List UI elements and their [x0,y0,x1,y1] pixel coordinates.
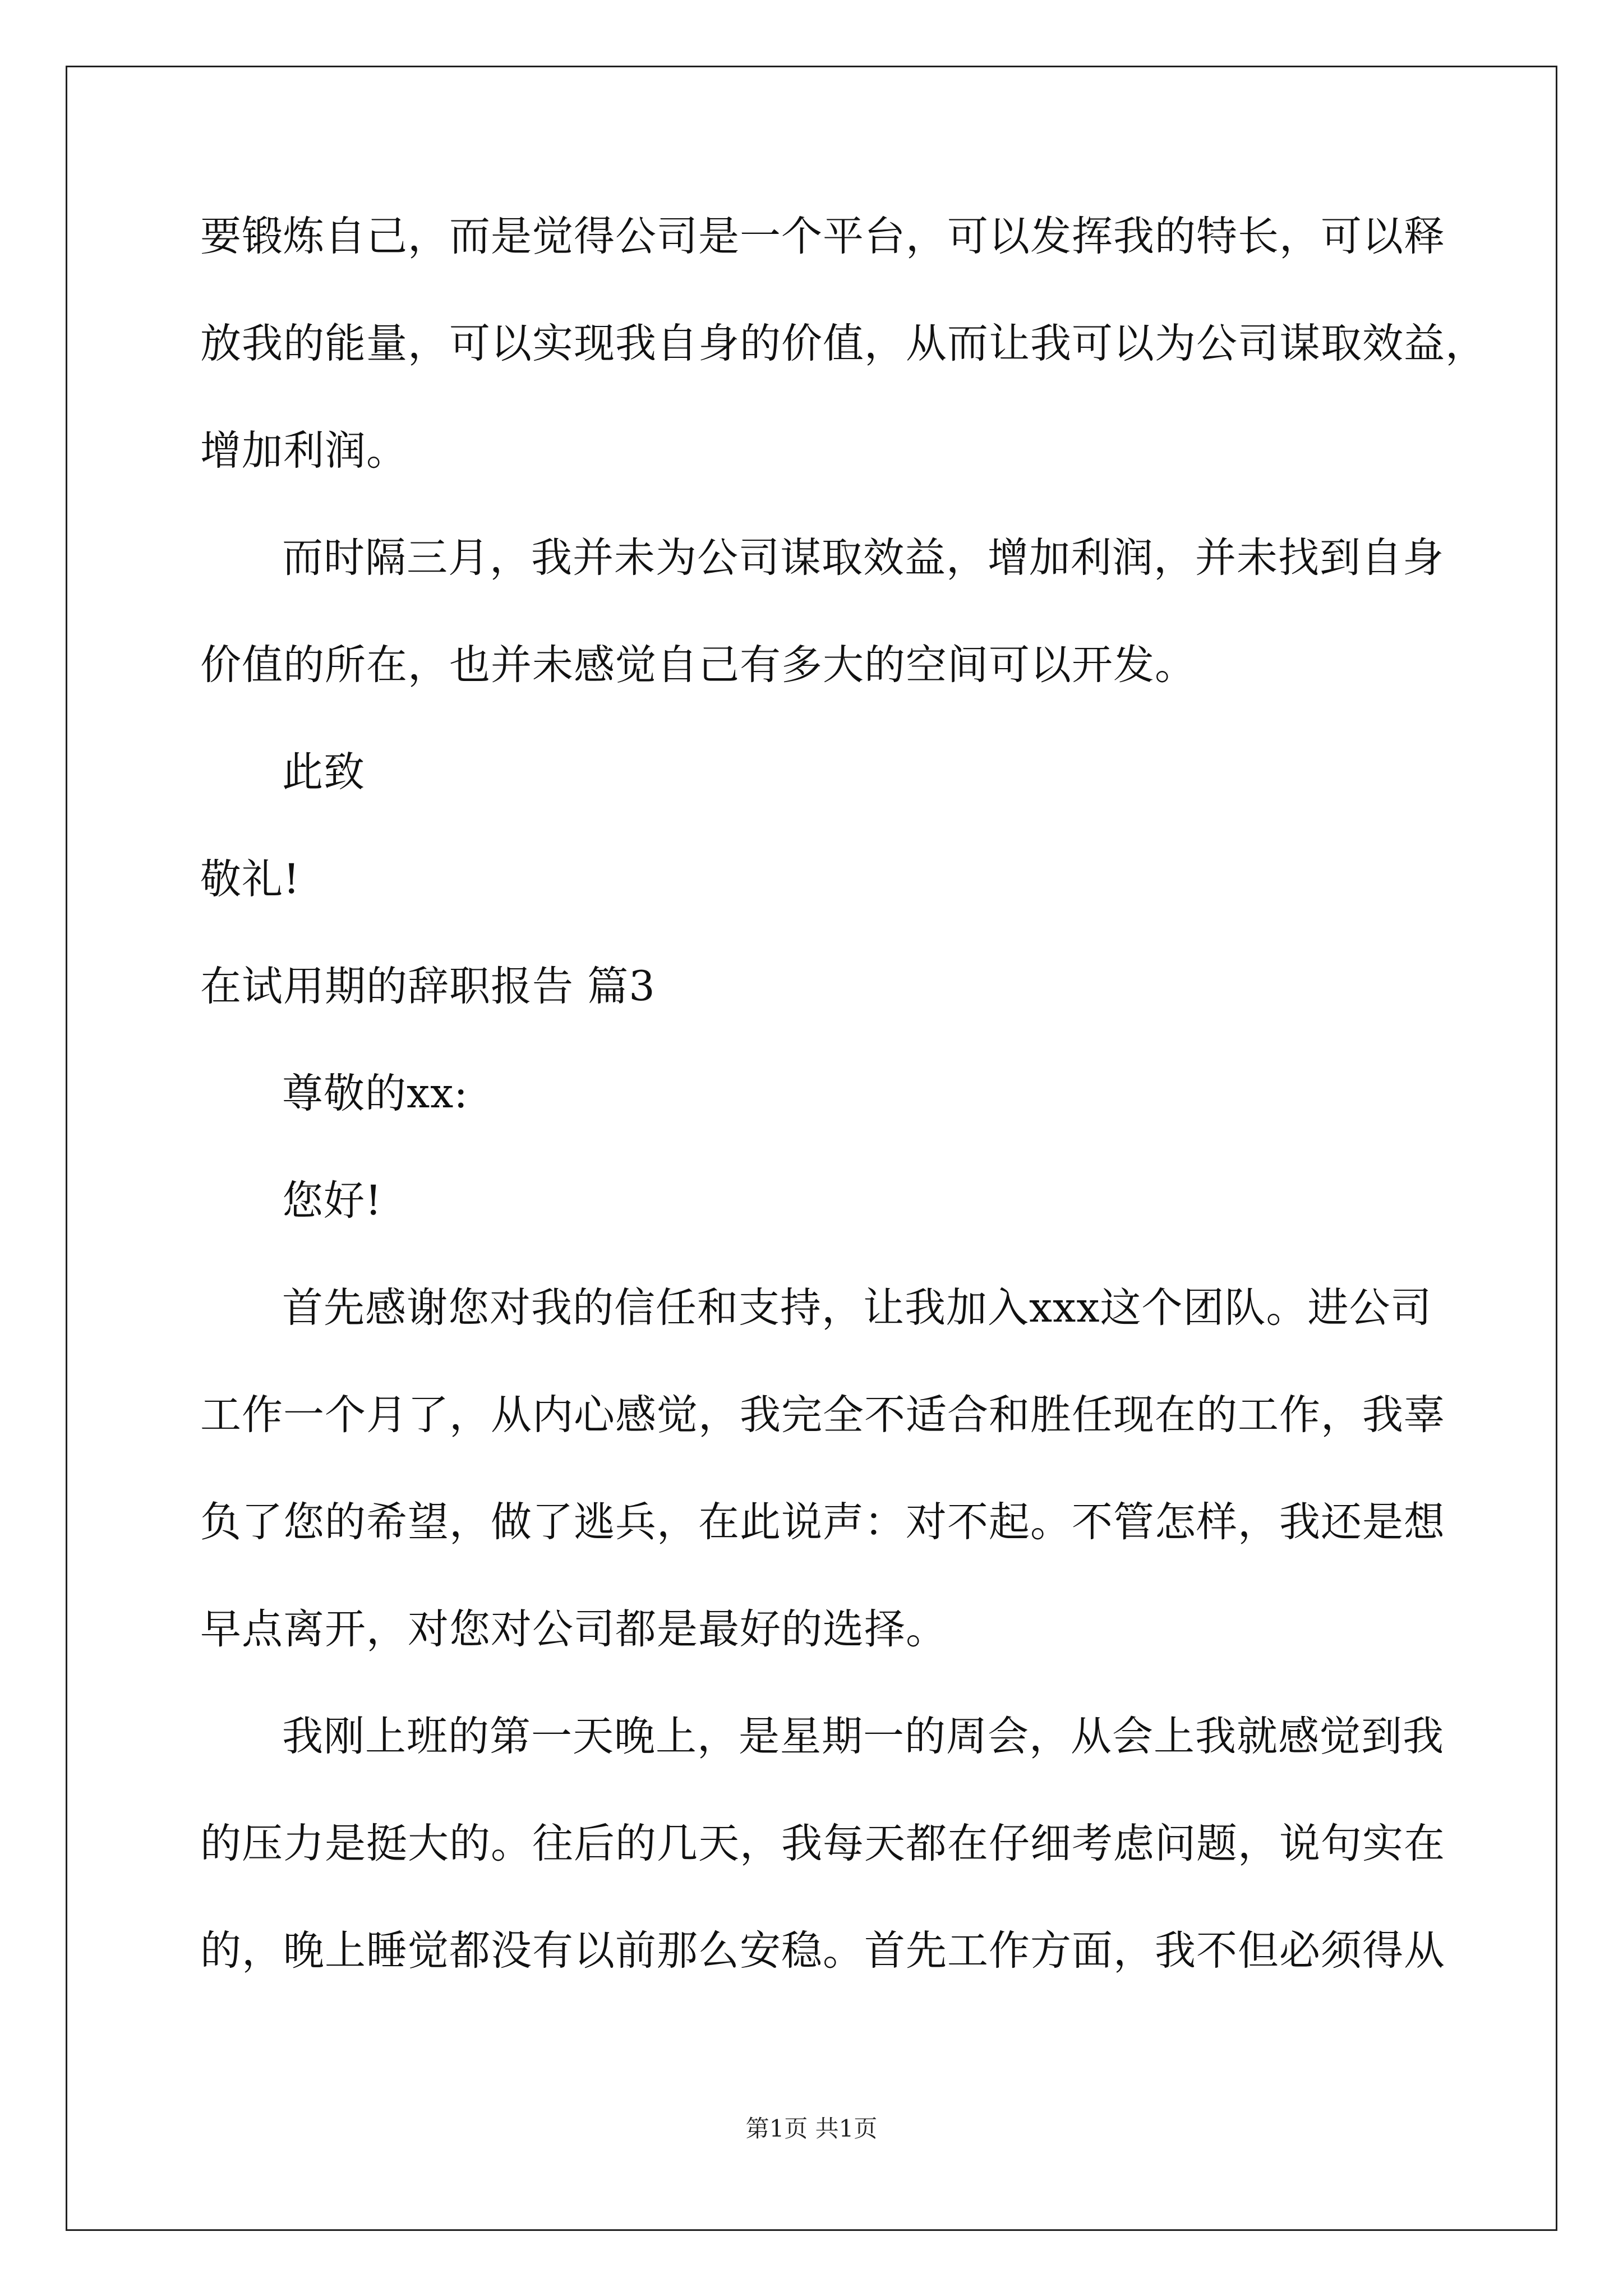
page-number-footer: 第1页 共1页 [745,2115,878,2142]
text-line: 的，晚上睡觉都没有以前那么安稳。首先工作方面，我不但必须得从 [200,1927,1445,1975]
text-line: 早点离开，对您对公司都是最好的选择。 [200,1605,947,1653]
text-line: 首先感谢您对我的信任和支持，让我加入xxx这个团队。进公司 [282,1284,1432,1332]
text-line: 增加利润。 [200,427,408,475]
text-line: 要锻炼自己，而是觉得公司是一个平台，可以发挥我的特长，可以释 [200,213,1445,260]
text-line: 工作一个月了，从内心感觉，我完全不适合和胜任现在的工作，我辜 [200,1391,1445,1439]
text-line: 的压力是挺大的。往后的几天，我每天都在仔细考虑问题，说句实在 [200,1820,1445,1867]
greeting: 尊敬的xx: [282,1070,468,1117]
text-line: 放我的能量，可以实现我自身的价值，从而让我可以为公司谋取效益， [200,320,1487,367]
document-body [200,213,1487,2037]
closing-salutation: 此致 [282,748,365,796]
section-heading: 在试用期的辞职报告 篇3 [200,963,656,1010]
text-line: 价值的所在，也并未感觉自己有多大的空间可以开发。 [200,641,1196,689]
text-line: 而时隔三月，我并未为公司谋取效益，增加利润，并未找到自身 [282,534,1444,582]
text-line: 我刚上班的第一天晚上，是星期一的周会，从会上我就感觉到我 [282,1713,1444,1760]
text-line: 负了您的希望，做了逃兵，在此说声：对不起。不管怎样，我还是想 [200,1498,1445,1546]
greeting-hello: 您好! [282,1177,382,1225]
closing-regards: 敬礼! [200,855,301,903]
